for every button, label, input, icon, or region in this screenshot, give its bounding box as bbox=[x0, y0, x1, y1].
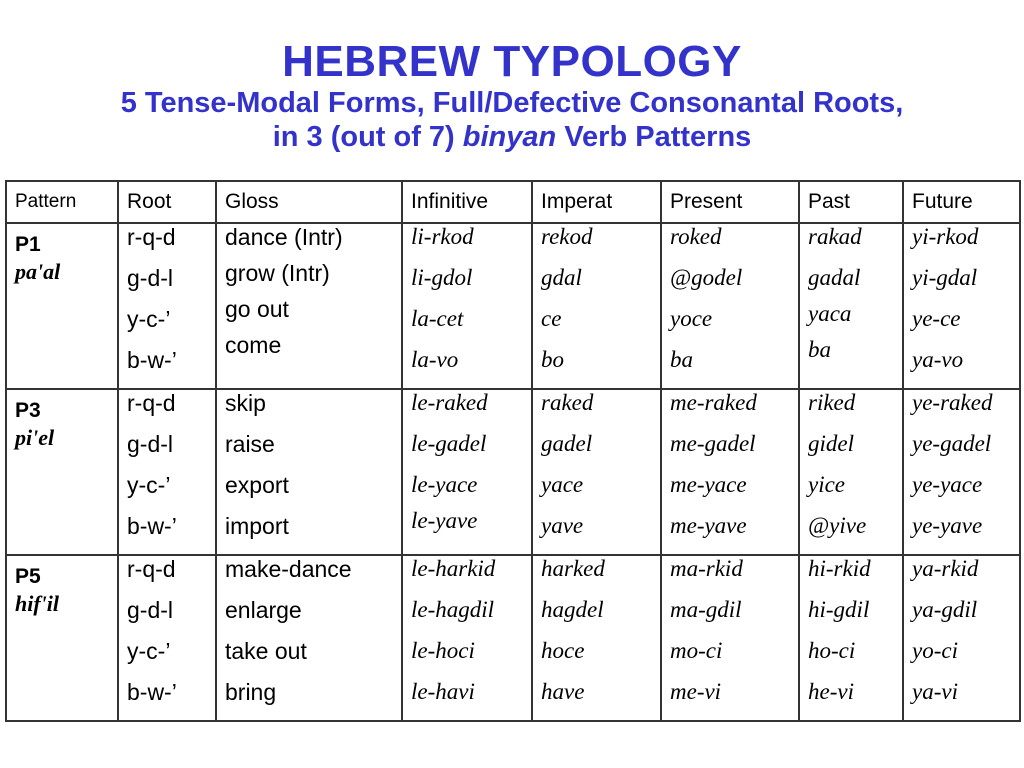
future-cell bbox=[903, 555, 1020, 721]
past-item: hi-rkid bbox=[808, 556, 871, 581]
past-item: ba bbox=[808, 337, 831, 362]
past-item: he-vi bbox=[808, 679, 854, 704]
present-item: me-gadel bbox=[670, 431, 756, 456]
present-item: me-vi bbox=[670, 679, 722, 704]
present-cell bbox=[661, 223, 799, 389]
imperat-item: hoce bbox=[541, 638, 585, 663]
future-item: yo-ci bbox=[912, 638, 958, 663]
imperat-item: have bbox=[541, 679, 585, 704]
gloss-cell bbox=[216, 555, 402, 721]
infinitive-cell bbox=[402, 389, 532, 555]
imperat-item: yave bbox=[541, 513, 584, 538]
past-item: hi-gdil bbox=[808, 597, 870, 622]
infinitive-item: le-gadel bbox=[411, 431, 487, 456]
past-item: yice bbox=[808, 472, 846, 497]
past-item: riked bbox=[808, 390, 856, 415]
gloss-item: go out bbox=[225, 296, 289, 322]
gloss-item: skip bbox=[225, 390, 266, 416]
gloss-item: come bbox=[225, 332, 282, 358]
infinitive-item: le-hagdil bbox=[411, 597, 495, 622]
page-title: HEBREW TYPOLOGY bbox=[282, 37, 742, 86]
subtitle-line-2 bbox=[0, 120, 1024, 154]
future-item: ya-rkid bbox=[912, 556, 979, 581]
gloss-item: raise bbox=[225, 431, 275, 457]
root-item: b-w-’ bbox=[127, 347, 177, 373]
past-item: yaca bbox=[808, 301, 852, 326]
present-item: me-yace bbox=[670, 472, 747, 497]
present-cell bbox=[661, 555, 799, 721]
gloss-item: import bbox=[225, 513, 289, 539]
infinitive-item: le-havi bbox=[411, 679, 475, 704]
infinitive-cell bbox=[402, 555, 532, 721]
present-item: me-raked bbox=[670, 390, 757, 415]
future-item: ye-yace bbox=[912, 472, 983, 497]
infinitive-item: la-cet bbox=[411, 306, 464, 331]
present-cell bbox=[661, 389, 799, 555]
root-cell bbox=[118, 555, 216, 721]
present-item: ma-gdil bbox=[670, 597, 742, 622]
imperat-item: yace bbox=[541, 472, 584, 497]
pattern-form: hif'il bbox=[15, 591, 60, 616]
root-item: r-q-d bbox=[127, 224, 176, 250]
subtitle-line-2-suffix: Verb Patterns bbox=[564, 121, 752, 153]
imperat-item: rekod bbox=[541, 224, 593, 249]
imperat-item: gadel bbox=[541, 431, 593, 456]
pattern-name: P1 bbox=[15, 233, 41, 256]
future-item: yi-rkod bbox=[912, 224, 979, 249]
pattern-name: P5 bbox=[15, 565, 41, 588]
header-present: Present bbox=[661, 181, 799, 223]
root-cell bbox=[118, 223, 216, 389]
gloss-item: make-dance bbox=[225, 556, 352, 582]
future-item: ye-yave bbox=[912, 513, 983, 538]
header-infinitive: Infinitive bbox=[402, 181, 532, 223]
gloss-item: bring bbox=[225, 679, 277, 705]
infinitive-item: le-harkid bbox=[411, 556, 496, 581]
present-item: roked bbox=[670, 224, 722, 249]
infinitive-item: la-vo bbox=[411, 347, 459, 372]
pattern-cell bbox=[6, 389, 118, 555]
table-row bbox=[6, 555, 1020, 721]
infinitive-item: le-hoci bbox=[411, 638, 475, 663]
future-item: yi-gdal bbox=[912, 265, 978, 290]
imperat-cell bbox=[532, 223, 661, 389]
infinitive-cell bbox=[402, 223, 532, 389]
root-item: b-w-’ bbox=[127, 679, 177, 705]
present-item: ma-rkid bbox=[670, 556, 743, 581]
infinitive-item: le-raked bbox=[411, 390, 488, 415]
infinitive-item: li-gdol bbox=[411, 265, 473, 290]
pattern-name: P3 bbox=[15, 399, 41, 422]
infinitive-item: le-yace bbox=[411, 472, 478, 497]
imperat-item: hagdel bbox=[541, 597, 604, 622]
past-item: ho-ci bbox=[808, 638, 856, 663]
header-gloss: Gloss bbox=[216, 181, 402, 223]
subtitle-line-1: 5 Tense-Modal Forms, Full/Defective Consonantal Roots, bbox=[120, 87, 904, 119]
imperat-cell bbox=[532, 389, 661, 555]
root-item: y-c-’ bbox=[127, 306, 171, 332]
future-item: ye-gadel bbox=[912, 431, 992, 456]
present-item: mo-ci bbox=[670, 638, 723, 663]
pattern-cell bbox=[6, 223, 118, 389]
header-pattern: Pattern bbox=[6, 181, 118, 223]
header-row bbox=[6, 181, 1020, 223]
present-item: ba bbox=[670, 347, 693, 372]
pattern-cell bbox=[6, 555, 118, 721]
header-imperat: Imperat bbox=[532, 181, 661, 223]
pattern-form: pi'el bbox=[15, 425, 55, 450]
future-cell bbox=[903, 223, 1020, 389]
root-item: g-d-l bbox=[127, 265, 174, 291]
past-item: gadal bbox=[808, 265, 861, 290]
future-cell bbox=[903, 389, 1020, 555]
past-cell bbox=[799, 555, 903, 721]
gloss-item: export bbox=[225, 472, 289, 498]
present-item: yoce bbox=[670, 306, 713, 331]
root-item: g-d-l bbox=[127, 597, 174, 623]
root-item: b-w-’ bbox=[127, 513, 177, 539]
past-item: rakad bbox=[808, 224, 862, 249]
future-item: ye-raked bbox=[912, 390, 993, 415]
gloss-item: take out bbox=[225, 638, 307, 664]
subtitle-binyan-term: binyan bbox=[462, 121, 557, 153]
header-past: Past bbox=[799, 181, 903, 223]
imperat-item: bo bbox=[541, 347, 564, 372]
gloss-cell bbox=[216, 223, 402, 389]
imperat-item: harked bbox=[541, 556, 605, 581]
imperat-item: raked bbox=[541, 390, 594, 415]
root-item: r-q-d bbox=[127, 556, 176, 582]
infinitive-item: li-rkod bbox=[411, 224, 474, 249]
pattern-form: pa'al bbox=[15, 259, 61, 284]
past-cell bbox=[799, 389, 903, 555]
gloss-item: dance (Intr) bbox=[225, 224, 343, 250]
header-root: Root bbox=[118, 181, 216, 223]
root-cell bbox=[118, 389, 216, 555]
imperat-item: ce bbox=[541, 306, 562, 331]
gloss-item: grow (Intr) bbox=[225, 260, 330, 286]
past-item: gidel bbox=[808, 431, 854, 456]
future-item: ya-gdil bbox=[912, 597, 978, 622]
subtitle-line-2-prefix: in 3 (out of 7) bbox=[272, 121, 455, 153]
table-row bbox=[6, 223, 1020, 389]
gloss-cell bbox=[216, 389, 402, 555]
imperat-cell bbox=[532, 555, 661, 721]
past-item: @yive bbox=[808, 513, 867, 538]
present-item: me-yave bbox=[670, 513, 747, 538]
infinitive-item: le-yave bbox=[411, 508, 478, 533]
root-item: r-q-d bbox=[127, 390, 176, 416]
future-item: ye-ce bbox=[912, 306, 961, 331]
future-item: ya-vo bbox=[912, 347, 964, 372]
future-item: ya-vi bbox=[912, 679, 958, 704]
root-item: g-d-l bbox=[127, 431, 174, 457]
imperat-item: gdal bbox=[541, 265, 582, 290]
root-item: y-c-’ bbox=[127, 472, 171, 498]
root-item: y-c-’ bbox=[127, 638, 171, 664]
header-future: Future bbox=[903, 181, 1020, 223]
table-row bbox=[6, 389, 1020, 555]
past-cell bbox=[799, 223, 903, 389]
typology-table bbox=[5, 180, 1021, 722]
gloss-item: enlarge bbox=[225, 597, 302, 623]
present-item: @godel bbox=[670, 265, 743, 290]
